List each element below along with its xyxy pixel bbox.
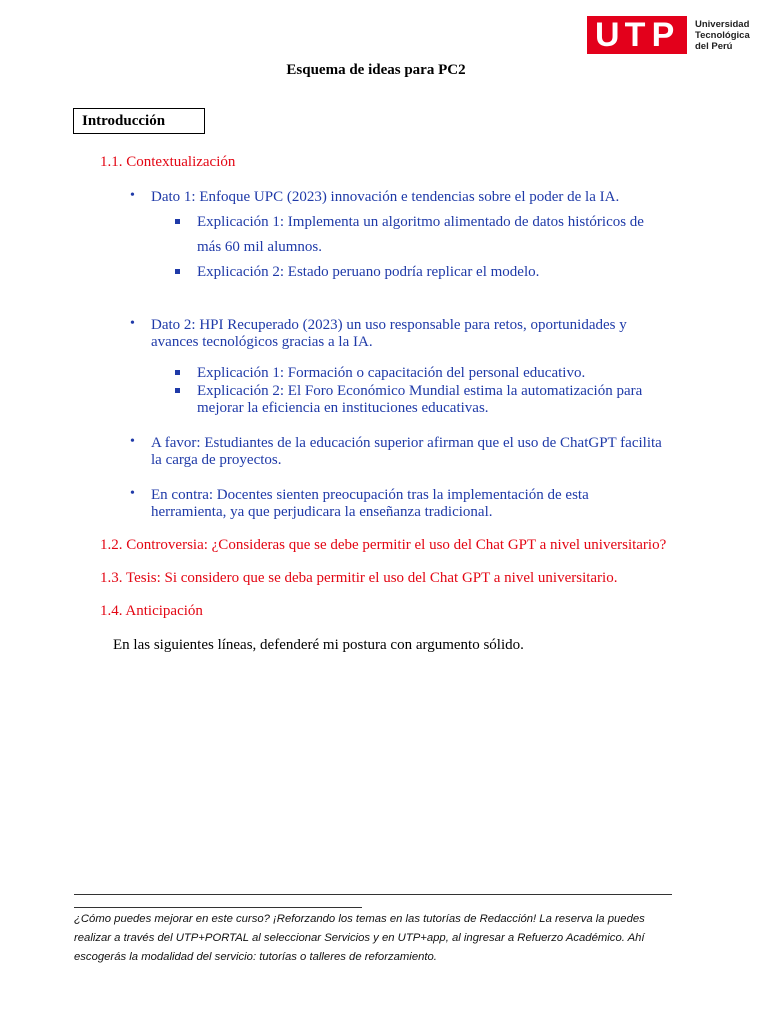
en-contra-line2: herramienta, ya que perjudicara la enseñanza tradicional. bbox=[151, 504, 493, 520]
logo-line-3: del Perú bbox=[695, 40, 733, 52]
bullet-dot-icon: • bbox=[130, 434, 135, 449]
page-title bbox=[0, 62, 768, 79]
footer-note bbox=[74, 910, 674, 967]
dato-2-line1: Dato 2: HPI Recuperado (2023) un uso responsable para retos, oportunidades y bbox=[151, 317, 627, 333]
logo-letter-p: P bbox=[651, 15, 679, 54]
dato-2-explicacion-2-line1: Explicación 2: El Foro Económico Mundial estima la automatización para bbox=[197, 383, 643, 399]
closing-sentence: En las siguientes líneas, defenderé mi postura con argumento sólido. bbox=[113, 637, 524, 653]
utp-logo-text bbox=[695, 19, 750, 52]
square-bullet-icon bbox=[175, 370, 180, 375]
heading-1-4: 1.4. Anticipación bbox=[100, 603, 203, 619]
square-bullet-icon bbox=[175, 269, 180, 274]
bullet-dot-icon: • bbox=[130, 486, 135, 501]
a-favor-line2: la carga de proyectos. bbox=[151, 452, 282, 468]
footer-rule-short bbox=[74, 907, 362, 908]
dato-1-explicacion-1-line1: Explicación 1: Implementa un algoritmo alimentado de datos históricos de bbox=[197, 214, 644, 230]
square-bullet-icon bbox=[175, 388, 180, 393]
logo-line-1: Universidad bbox=[695, 18, 750, 30]
footer-line-2: realizar a través del UTP+PORTAL al seleccionar Servicios y en UTP+app, al ingresar a Refuerzo Académico. Ahí bbox=[74, 932, 645, 944]
bullet-dot-icon: • bbox=[130, 316, 135, 331]
footer-rule bbox=[74, 894, 672, 895]
a-favor-line1: A favor: Estudiantes de la educación superior afirman que el uso de ChatGPT facilita bbox=[151, 435, 662, 451]
heading-1-1: 1.1. Contextualización bbox=[100, 154, 236, 170]
dato-1-explicacion-1-line2: más 60 mil alumnos. bbox=[197, 239, 322, 255]
footer-line-1: ¿Cómo puedes mejorar en este curso? ¡Reforzando los temas en las tutorías de Redacción! La reserva la puedes bbox=[74, 913, 645, 925]
logo-letter-t: T bbox=[624, 15, 650, 54]
dato-2-line2: avances tecnológicos gracias a la IA. bbox=[151, 334, 373, 350]
utp-logo-mark bbox=[587, 16, 687, 54]
en-contra-line1: En contra: Docentes sienten preocupación tras la implementación de esta bbox=[151, 487, 589, 503]
logo-line-2: Tecnológica bbox=[695, 29, 750, 41]
heading-1-2: 1.2. Controversia: ¿Consideras que se debe permitir el uso del Chat GPT a nivel universitario? bbox=[100, 537, 667, 553]
utp-logo bbox=[587, 16, 750, 54]
heading-1-3: 1.3. Tesis: Si considero que se deba permitir el uso del Chat GPT a nivel universitario. bbox=[100, 570, 618, 586]
page-title-text: Esquema de ideas para PC2 bbox=[286, 62, 466, 78]
logo-letter-u: U bbox=[595, 15, 624, 54]
footer-line-3: escogerás la modalidad del servicio: tutorías o talleres de reforzamiento. bbox=[74, 951, 437, 963]
bullet-dot-icon: • bbox=[130, 188, 135, 203]
section-box-introduccion: Introducción bbox=[73, 108, 205, 134]
dato-1-explicacion-2: Explicación 2: Estado peruano podría replicar el modelo. bbox=[197, 264, 540, 280]
dato-1: Dato 1: Enfoque UPC (2023) innovación e tendencias sobre el poder de la IA. bbox=[151, 189, 620, 205]
square-bullet-icon bbox=[175, 219, 180, 224]
dato-2-explicacion-2-line2: mejorar la eficiencia en instituciones educativas. bbox=[197, 400, 489, 416]
dato-2-explicacion-1: Explicación 1: Formación o capacitación del personal educativo. bbox=[197, 365, 586, 381]
